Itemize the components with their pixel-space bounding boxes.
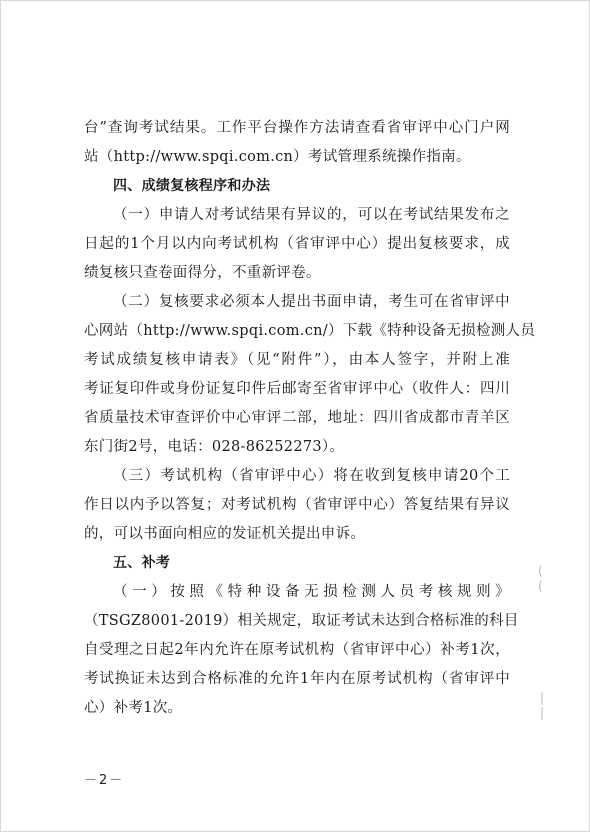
section-heading-5: 五、补考 bbox=[113, 555, 171, 571]
paragraph-line: 日起的1个月以内向考试机构（省审评中心）提出复核要求，成 bbox=[84, 236, 510, 252]
paragraph-line: （一）按照《特种设备无损检测人员考核规则》 bbox=[113, 584, 510, 600]
scan-mark: ( bbox=[538, 579, 543, 593]
scan-mark: | bbox=[540, 706, 545, 720]
paragraph-line: 考试换证未达到合格标准的允许1年内在原考试机构（省审评中 bbox=[84, 671, 510, 687]
paragraph-line: 绩复核只查卷面得分，不重新评卷。 bbox=[84, 265, 321, 281]
paragraph-line: （一）申请人对考试结果有异议的，可以在考试结果发布之 bbox=[113, 207, 510, 223]
paragraph-line: 自受理之日起2年内允许在原考试机构（省审评中心）补考1次， bbox=[84, 642, 510, 658]
paragraph-line: 省质量技术审查评价中心审评二部，地址：四川省成都市青羊区 bbox=[84, 410, 510, 426]
paragraph-line: （三）考试机构（省审评中心）将在收到复核申请20个工 bbox=[113, 468, 510, 484]
section-heading-4: 四、成绩复核程序和办法 bbox=[113, 178, 271, 194]
paragraph-line: 台”查询考试结果。工作平台操作方法请查看省审评中心门户网 bbox=[84, 120, 510, 136]
paragraph-line: 考试成绩复核申请表》（见“附件”），由本人签字，并附上准 bbox=[84, 352, 510, 368]
document-body bbox=[84, 114, 536, 723]
scan-mark: ( bbox=[538, 564, 543, 578]
paragraph-line: （二）复核要求必须本人提出书面申请，考生可在省审评中 bbox=[113, 294, 510, 310]
paragraph-line: （TSGZ8001-2019）相关规定，取证考试未达到合格标准的科目 bbox=[84, 613, 519, 629]
paragraph-line: 考证复印件或身份证复印件后邮寄至省审评中心（收件人：四川 bbox=[84, 381, 510, 397]
paragraph-line: 心网站（http://www.spqi.com.cn/）下载《特种设备无损检测人员 bbox=[84, 323, 536, 339]
paragraph-line: 心）补考1次。 bbox=[84, 700, 183, 716]
paragraph-line: 的，可以书面向相应的发证机关提出申诉。 bbox=[84, 526, 366, 542]
paragraph-line: 东门街2号，电话：028-86252273）。 bbox=[84, 439, 345, 455]
paragraph-line: 站（http://www.spqi.com.cn）考试管理系统操作指南。 bbox=[84, 149, 471, 165]
paragraph-line: 作日以内予以答复；对考试机构（省审评中心）答复结果有异议 bbox=[84, 497, 510, 513]
scan-mark: | bbox=[540, 691, 545, 705]
page-number: －2－ bbox=[84, 773, 125, 788]
